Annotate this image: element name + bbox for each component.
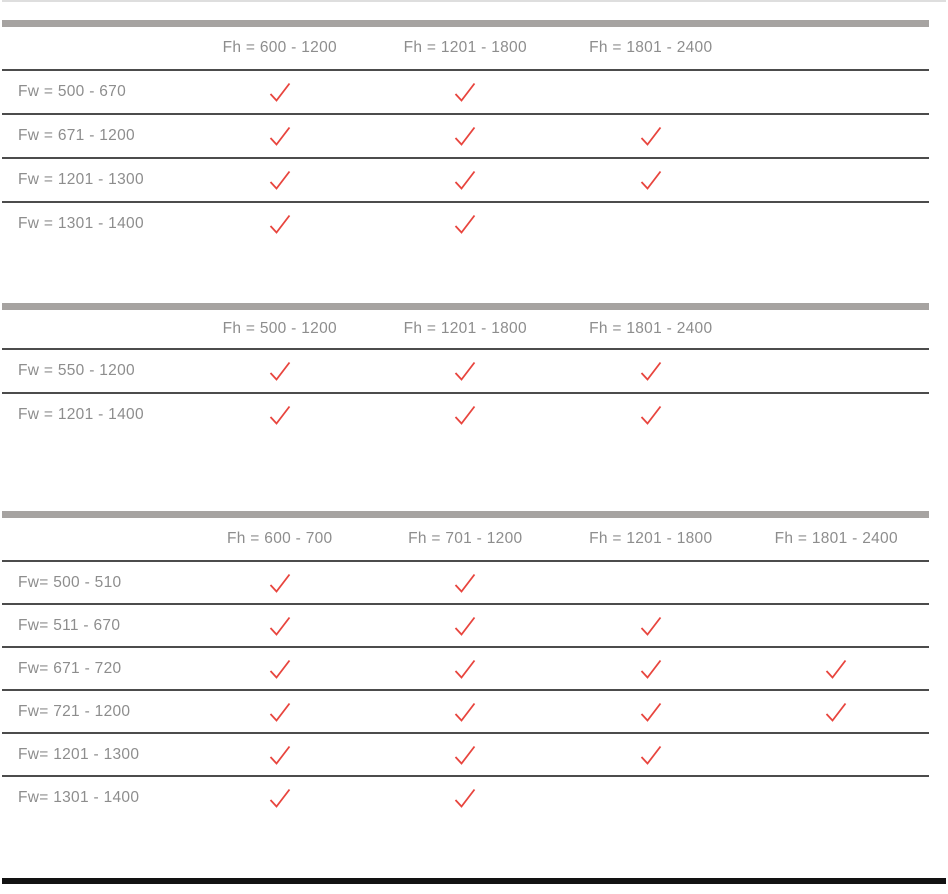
check-cell: [373, 776, 559, 818]
row-label: Fw = 500 - 670: [2, 70, 187, 114]
check-icon: [268, 169, 292, 191]
row-label: Fw= 721 - 1200: [2, 690, 187, 733]
compat-table-1: [2, 20, 929, 245]
header-row: [2, 518, 929, 561]
check-icon: [268, 658, 292, 680]
check-icon: [824, 701, 848, 723]
corner-cell: [2, 518, 187, 561]
check-cell: [187, 114, 373, 158]
check-icon: [453, 360, 477, 382]
table-top-bar: [2, 303, 929, 310]
check-cell: [558, 733, 744, 776]
compatibility-matrix: [2, 27, 929, 245]
check-cell: [373, 561, 559, 604]
corner-cell: [2, 310, 187, 349]
check-cell: [187, 561, 373, 604]
column-header: Fh = 600 - 700: [187, 518, 373, 561]
check-cell: [744, 647, 930, 690]
table-row: [2, 70, 929, 114]
table-top-bar: [2, 511, 929, 518]
check-icon: [639, 404, 663, 426]
column-header: Fh = 701 - 1200: [373, 518, 559, 561]
check-icon: [639, 615, 663, 637]
check-icon: [268, 572, 292, 594]
compatibility-matrix: [2, 310, 929, 436]
check-cell: [558, 647, 744, 690]
check-icon: [453, 787, 477, 809]
check-cell: [373, 647, 559, 690]
empty-cell: [744, 393, 930, 436]
check-icon: [453, 572, 477, 594]
check-cell: [187, 202, 373, 245]
column-header: Fh = 1801 - 2400: [744, 518, 930, 561]
corner-cell: [2, 27, 187, 70]
empty-header: [744, 27, 930, 70]
check-cell: [558, 393, 744, 436]
check-cell: [373, 158, 559, 202]
check-cell: [558, 158, 744, 202]
table-row: [2, 114, 929, 158]
check-cell: [558, 349, 744, 393]
check-icon: [453, 658, 477, 680]
header-row: [2, 27, 929, 70]
row-label: Fw= 500 - 510: [2, 561, 187, 604]
check-icon: [268, 81, 292, 103]
check-cell: [744, 690, 930, 733]
header-row: [2, 310, 929, 349]
check-icon: [639, 169, 663, 191]
check-icon: [268, 701, 292, 723]
check-icon: [453, 744, 477, 766]
empty-cell: [558, 561, 744, 604]
check-icon: [453, 404, 477, 426]
column-header: Fh = 1201 - 1800: [373, 27, 559, 70]
compat-table-2: [2, 303, 929, 436]
table-top-bar: [2, 20, 929, 27]
check-cell: [373, 690, 559, 733]
check-cell: [373, 202, 559, 245]
empty-cell: [744, 70, 930, 114]
table-row: [2, 202, 929, 245]
table-row: [2, 349, 929, 393]
check-icon: [268, 787, 292, 809]
check-cell: [187, 349, 373, 393]
check-icon: [268, 744, 292, 766]
check-cell: [558, 114, 744, 158]
compatibility-matrix: [2, 518, 929, 818]
table-row: [2, 604, 929, 647]
empty-cell: [744, 604, 930, 647]
check-icon: [453, 701, 477, 723]
check-icon: [453, 125, 477, 147]
check-icon: [268, 213, 292, 235]
check-cell: [187, 604, 373, 647]
row-label: Fw = 1301 - 1400: [18, 215, 144, 232]
check-icon: [268, 360, 292, 382]
table-row: [2, 776, 929, 818]
check-icon: [639, 360, 663, 382]
table-row: [2, 158, 929, 202]
empty-cell: [744, 349, 930, 393]
check-cell: [187, 733, 373, 776]
column-header: Fh = 1201 - 1800: [558, 518, 744, 561]
check-cell: [373, 733, 559, 776]
check-icon: [453, 213, 477, 235]
check-icon: [268, 404, 292, 426]
check-cell: [558, 690, 744, 733]
top-hairline: [2, 0, 946, 2]
row-label: Fw = 1201 - 1400: [18, 406, 144, 423]
empty-cell: [558, 776, 744, 818]
check-icon: [639, 744, 663, 766]
compat-table-3: [2, 511, 929, 818]
column-header: Fh = 1801 - 2400: [558, 27, 744, 70]
empty-cell: [744, 202, 930, 245]
empty-cell: [744, 733, 930, 776]
row-label: Fw= 671 - 720: [2, 647, 187, 690]
column-header: Fh = 500 - 1200: [187, 310, 373, 349]
row-label: Fw= 1201 - 1300: [2, 733, 187, 776]
check-icon: [824, 658, 848, 680]
empty-cell: [558, 202, 744, 245]
check-icon: [453, 615, 477, 637]
column-header: Fh = 1201 - 1800: [373, 310, 559, 349]
check-cell: [187, 690, 373, 733]
check-cell: [187, 158, 373, 202]
check-icon: [639, 125, 663, 147]
check-icon: [453, 81, 477, 103]
check-cell: [558, 604, 744, 647]
check-cell: [373, 393, 559, 436]
table-row: [2, 393, 929, 436]
table-row: [2, 647, 929, 690]
check-cell: [373, 114, 559, 158]
row-label: Fw = 550 - 1200: [2, 349, 187, 393]
table-row: [2, 561, 929, 604]
row-label: Fw = 1201 - 1300: [2, 158, 187, 202]
row-label: Fw= 1301 - 1400: [18, 788, 140, 806]
check-cell: [373, 604, 559, 647]
row-label: Fw= 511 - 670: [2, 604, 187, 647]
check-icon: [639, 701, 663, 723]
check-cell: [373, 349, 559, 393]
check-icon: [453, 169, 477, 191]
empty-cell: [558, 70, 744, 114]
check-cell: [187, 393, 373, 436]
tables-container: [0, 20, 948, 818]
table-row: [2, 690, 929, 733]
row-label: Fw = 671 - 1200: [2, 114, 187, 158]
bottom-rule: [2, 878, 946, 884]
check-cell: [187, 70, 373, 114]
check-icon: [639, 658, 663, 680]
table-row: [2, 733, 929, 776]
empty-header: [744, 310, 930, 349]
empty-cell: [744, 158, 930, 202]
check-cell: [187, 647, 373, 690]
column-header: Fh = 600 - 1200: [187, 27, 373, 70]
empty-cell: [744, 114, 930, 158]
check-cell: [373, 70, 559, 114]
check-icon: [268, 125, 292, 147]
check-cell: [187, 776, 373, 818]
check-icon: [268, 615, 292, 637]
column-header: Fh = 1801 - 2400: [558, 310, 744, 349]
empty-cell: [744, 561, 930, 604]
empty-cell: [744, 776, 930, 818]
